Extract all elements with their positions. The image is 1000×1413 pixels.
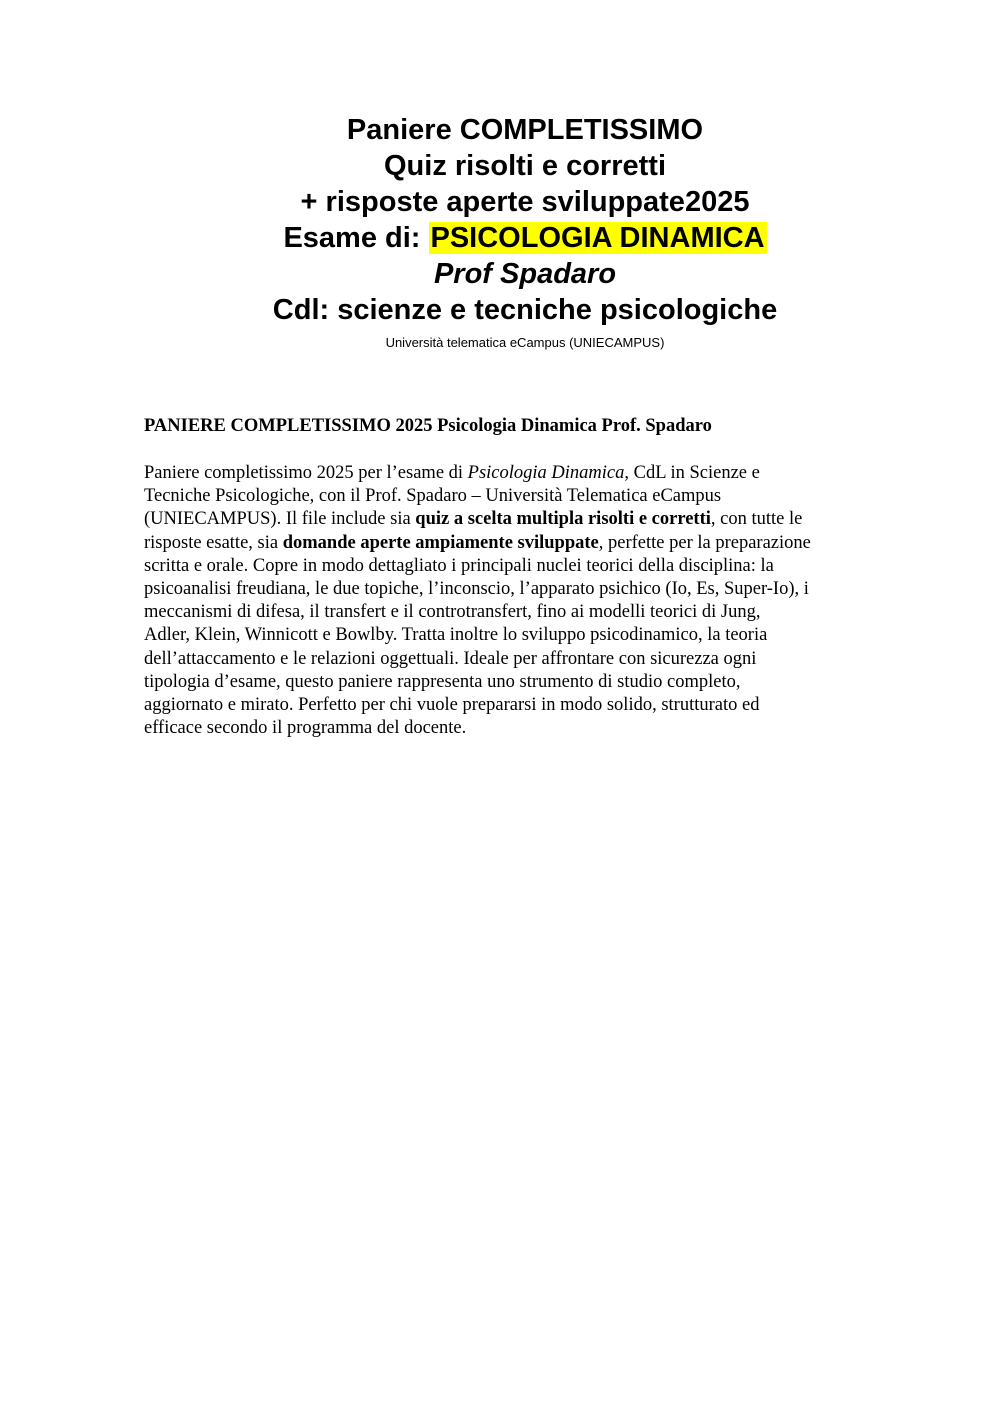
section-heading: PANIERE COMPLETISSIMO 2025 Psicologia Dinamica Prof. Spadaro — [144, 416, 712, 436]
text-run: risposte esatte, sia — [144, 532, 283, 553]
title-line-3: + risposte aperte sviluppate2025 — [300, 186, 750, 218]
text-run: , perfette per la preparazione — [598, 532, 811, 553]
title-line-2: Quiz risolti e corretti — [384, 150, 666, 182]
paragraph-line — [144, 462, 874, 485]
title-line-exam — [0, 220, 1000, 256]
text-run-italic: Psicologia Dinamica — [467, 463, 625, 483]
paragraph-line: psicoanalisi freudiana, le due topiche, l’inconscio, l’apparato psichico (Io, Es, Super-Io), i — [144, 579, 809, 600]
paragraph-line: scritta e orale. Copre in modo dettagliato i principali nuclei teorici della disciplina: la — [144, 555, 774, 576]
text-run-bold: domande aperte ampiamente sviluppate — [282, 532, 599, 553]
exam-subject-highlight: PSICOLOGIA DINAMICA — [430, 222, 765, 254]
text-run: (UNIECAMPUS). Il file include sia — [144, 509, 416, 530]
paragraph-line: efficace secondo il programma del docente. — [144, 718, 467, 739]
description-paragraph — [144, 462, 874, 740]
paragraph-line: Adler, Klein, Winnicott e Bowlby. Tratta inoltre lo sviluppo psicodinamico, la teoria — [144, 625, 768, 646]
paragraph-line: dell’attaccamento e le relazioni oggettuali. Ideale per affrontare con sicurezza ogni — [144, 648, 757, 669]
title-line-course: Cdl: scienze e tecniche psicologiche — [272, 294, 778, 326]
text-run: , CdL in Scienze e — [624, 463, 760, 483]
paragraph-line — [144, 532, 874, 555]
text-run-bold: quiz a scelta multipla risolti e corretti — [415, 509, 711, 530]
exam-prefix: Esame di: — [283, 222, 429, 254]
text-run: , con tutte le — [710, 509, 803, 530]
paragraph-line: aggiornato e mirato. Perfetto per chi vuole prepararsi in modo solido, strutturato ed — [144, 695, 760, 716]
title-block — [0, 112, 1000, 365]
paragraph-line: tipologia d’esame, questo paniere rappresenta uno strumento di studio completo, — [144, 671, 741, 692]
title-line-professor: Prof Spadaro — [433, 258, 617, 290]
text-run: Paniere completissimo 2025 per l’esame di — [144, 463, 468, 483]
title-line-1: Paniere COMPLETISSIMO — [346, 114, 704, 146]
university-line: Università telematica eCampus (UNIECAMPUS) — [385, 335, 665, 350]
paragraph-line — [144, 508, 874, 531]
paragraph-line: Tecniche Psicologiche, con il Prof. Spadaro – Università Telematica eCampus — [144, 486, 722, 507]
paragraph-line: meccanismi di difesa, il transfert e il controtransfert, fino ai modelli teorici di Jung, — [144, 602, 761, 623]
